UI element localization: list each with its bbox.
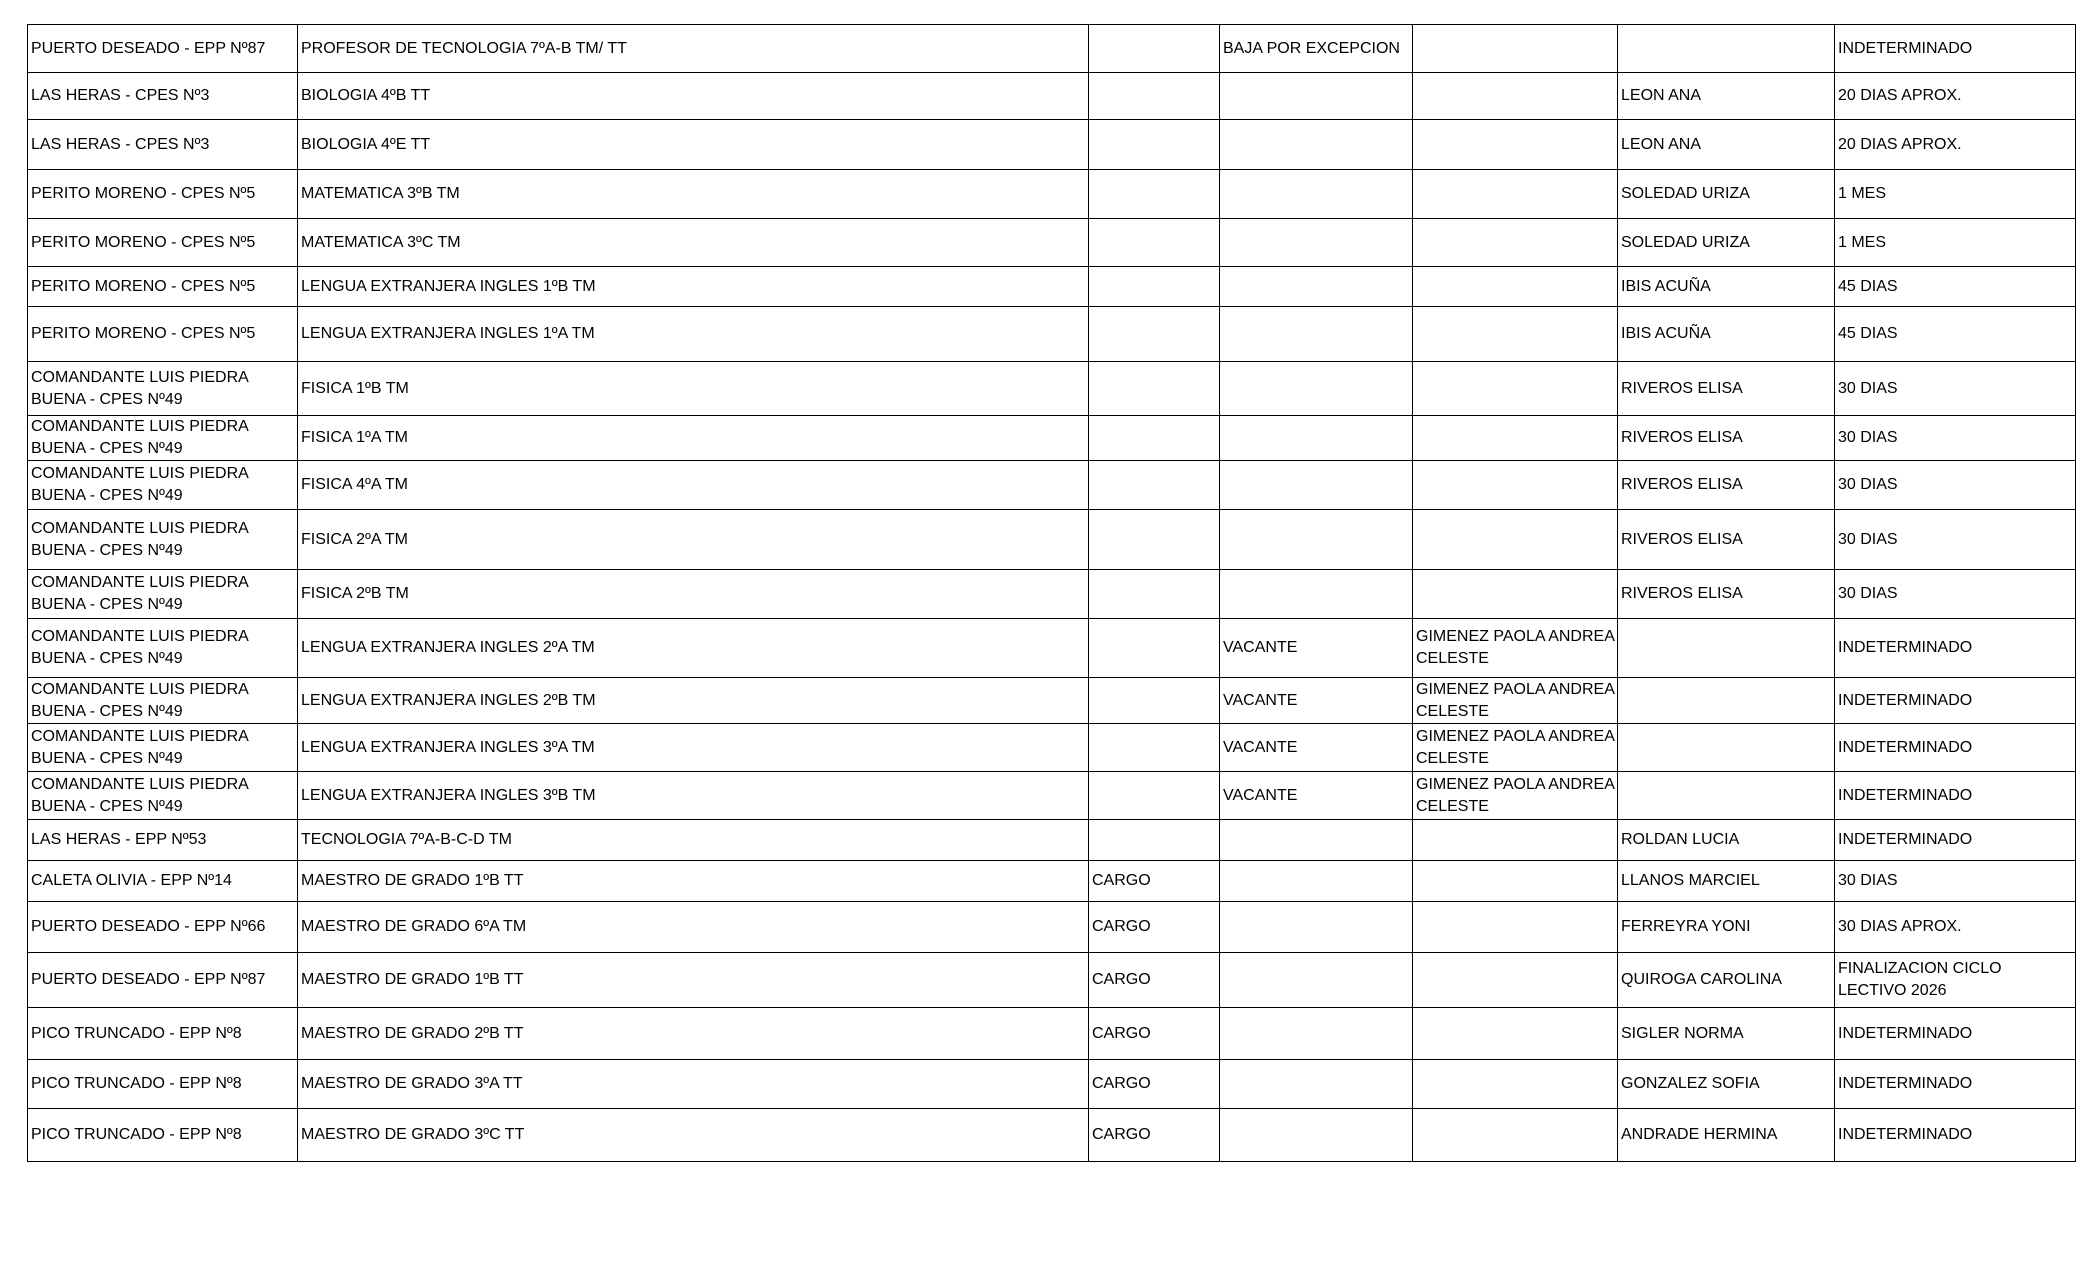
table-cell-duration (1835, 461, 2076, 510)
table-cell-duration (1835, 120, 2076, 170)
cell-text: CARGO (1092, 971, 1151, 988)
table-row (28, 1008, 2076, 1060)
vacancy-table-body (28, 25, 2076, 1162)
cell-text: MAESTRO DE GRADO 3ºC TT (301, 1126, 525, 1143)
table-cell-school (28, 1008, 298, 1060)
table-cell-duration (1835, 267, 2076, 307)
cell-text: RIVEROS ELISA (1621, 476, 1743, 493)
cell-text: COMANDANTE LUIS PIEDRA BUENA - CPES Nº49 (31, 727, 248, 767)
cell-text: VACANTE (1223, 691, 1298, 709)
table-cell-subject (298, 25, 1089, 73)
table-cell-holder (1413, 307, 1618, 362)
table-row (28, 461, 2076, 510)
cell-text: FISICA 4ºA TM (301, 476, 408, 493)
table-cell-subject (298, 1109, 1089, 1162)
cell-text: 30 DIAS (1838, 429, 1898, 446)
cell-text: CARGO (1092, 1024, 1151, 1042)
table-cell-type (1089, 461, 1220, 510)
table-cell-school (28, 1109, 298, 1162)
cell-text: LENGUA EXTRANJERA INGLES 1ºB TM (301, 277, 596, 295)
table-cell-subject (298, 170, 1089, 219)
table-cell-replaced-teacher (1618, 307, 1835, 362)
table-cell-type (1089, 416, 1220, 461)
table-cell-replaced-teacher (1618, 820, 1835, 861)
cell-text: 1 MES (1838, 185, 1887, 202)
table-cell-situation (1220, 902, 1413, 953)
table-cell-replaced-teacher (1618, 570, 1835, 619)
cell-text: FINALIZACION CICLO LECTIVO 2026 (1838, 960, 2002, 999)
cell-text: SOLEDAD URIZA (1621, 185, 1750, 202)
table-cell-type (1089, 678, 1220, 724)
table-cell-holder (1413, 120, 1618, 170)
table-row (28, 570, 2076, 619)
cell-text: PERITO MORENO - CPES Nº5 (31, 325, 256, 342)
cell-text: MAESTRO DE GRADO 1ºB TT (301, 872, 524, 889)
table-cell-holder (1413, 362, 1618, 416)
table-cell-duration (1835, 902, 2076, 953)
cell-text: 30 DIAS APROX. (1838, 918, 1962, 935)
table-cell-duration (1835, 1060, 2076, 1109)
table-cell-replaced-teacher (1618, 461, 1835, 510)
table-cell-replaced-teacher (1618, 219, 1835, 267)
cell-text: VACANTE (1223, 786, 1298, 804)
table-cell-type (1089, 25, 1220, 73)
table-cell-replaced-teacher (1618, 120, 1835, 170)
cell-text: PICO TRUNCADO - EPP Nº8 (31, 1126, 242, 1143)
table-row (28, 267, 2076, 307)
cell-text: 30 DIAS (1838, 530, 1898, 548)
table-cell-subject (298, 861, 1089, 902)
table-cell-type (1089, 1008, 1220, 1060)
table-cell-subject (298, 267, 1089, 307)
table-cell-situation (1220, 120, 1413, 170)
table-cell-holder (1413, 1109, 1618, 1162)
vacancy-table (27, 24, 2076, 1162)
cell-text: SOLEDAD URIZA (1621, 233, 1750, 251)
table-cell-type (1089, 902, 1220, 953)
cell-text: COMANDANTE LUIS PIEDRA BUENA - CPES Nº49 (31, 775, 248, 815)
table-row (28, 820, 2076, 861)
cell-text: LENGUA EXTRANJERA INGLES 1ºA TM (301, 325, 595, 342)
table-cell-replaced-teacher (1618, 724, 1835, 772)
cell-text: MAESTRO DE GRADO 1ºB TT (301, 971, 524, 988)
cell-text: 20 DIAS APROX. (1838, 87, 1962, 104)
table-cell-replaced-teacher (1618, 73, 1835, 120)
table-cell-duration (1835, 219, 2076, 267)
table-cell-type (1089, 1109, 1220, 1162)
table-cell-school (28, 570, 298, 619)
table-cell-duration (1835, 25, 2076, 73)
table-cell-subject (298, 1060, 1089, 1109)
table-cell-type (1089, 570, 1220, 619)
table-cell-school (28, 953, 298, 1008)
cell-text: ANDRADE HERMINA (1621, 1126, 1778, 1143)
table-cell-holder (1413, 861, 1618, 902)
table-cell-school (28, 267, 298, 307)
table-cell-school (28, 619, 298, 678)
table-cell-school (28, 416, 298, 461)
table-cell-subject (298, 1008, 1089, 1060)
cell-text: 30 DIAS (1838, 379, 1898, 397)
cell-text: CARGO (1092, 1126, 1151, 1143)
table-cell-holder (1413, 619, 1618, 678)
table-cell-type (1089, 820, 1220, 861)
table-cell-school (28, 510, 298, 570)
table-cell-duration (1835, 510, 2076, 570)
cell-text: LLANOS MARCIEL (1621, 872, 1760, 889)
cell-text: INDETERMINADO (1838, 39, 1973, 57)
table-cell-replaced-teacher (1618, 953, 1835, 1008)
table-row (28, 861, 2076, 902)
cell-text: COMANDANTE LUIS PIEDRA BUENA - CPES Nº49 (31, 418, 248, 457)
table-cell-holder (1413, 902, 1618, 953)
table-cell-replaced-teacher (1618, 1109, 1835, 1162)
cell-text: FISICA 1ºB TM (301, 379, 409, 397)
table-cell-replaced-teacher (1618, 510, 1835, 570)
cell-text: COMANDANTE LUIS PIEDRA BUENA - CPES Nº49 (31, 368, 248, 408)
cell-text: INDETERMINADO (1838, 1126, 1973, 1143)
cell-text: LAS HERAS - EPP Nº53 (31, 831, 207, 848)
cell-text: GIMENEZ PAOLA ANDREA CELESTE (1416, 680, 1614, 720)
cell-text: FISICA 1ºA TM (301, 429, 408, 446)
table-cell-situation (1220, 953, 1413, 1008)
table-cell-situation (1220, 1008, 1413, 1060)
table-cell-situation (1220, 267, 1413, 307)
table-cell-situation (1220, 619, 1413, 678)
cell-text: QUIROGA CAROLINA (1621, 971, 1782, 988)
table-cell-situation (1220, 73, 1413, 120)
table-cell-duration (1835, 570, 2076, 619)
table-cell-duration (1835, 953, 2076, 1008)
cell-text: COMANDANTE LUIS PIEDRA BUENA - CPES Nº49 (31, 519, 248, 559)
cell-text: LENGUA EXTRANJERA INGLES 3ºA TM (301, 738, 595, 756)
table-cell-duration (1835, 724, 2076, 772)
table-cell-holder (1413, 510, 1618, 570)
cell-text: INDETERMINADO (1838, 1075, 1973, 1092)
cell-text: LENGUA EXTRANJERA INGLES 2ºB TM (301, 691, 596, 709)
table-cell-subject (298, 307, 1089, 362)
cell-text: FERREYRA YONI (1621, 918, 1751, 935)
cell-text: RIVEROS ELISA (1621, 585, 1743, 602)
table-cell-duration (1835, 619, 2076, 678)
table-cell-replaced-teacher (1618, 902, 1835, 953)
table-row (28, 510, 2076, 570)
table-cell-situation (1220, 1060, 1413, 1109)
table-cell-subject (298, 510, 1089, 570)
table-cell-duration (1835, 820, 2076, 861)
table-cell-holder (1413, 416, 1618, 461)
table-cell-duration (1835, 1109, 2076, 1162)
table-cell-holder (1413, 461, 1618, 510)
table-cell-replaced-teacher (1618, 1008, 1835, 1060)
table-cell-situation (1220, 820, 1413, 861)
table-cell-subject (298, 724, 1089, 772)
table-cell-school (28, 219, 298, 267)
cell-text: INDETERMINADO (1838, 786, 1973, 804)
cell-text: GONZALEZ SOFIA (1621, 1075, 1760, 1092)
cell-text: LENGUA EXTRANJERA INGLES 2ºA TM (301, 639, 595, 656)
cell-text: GIMENEZ PAOLA ANDREA CELESTE (1416, 775, 1614, 815)
cell-text: PUERTO DESEADO - EPP Nº66 (31, 918, 266, 935)
table-cell-holder (1413, 724, 1618, 772)
table-cell-replaced-teacher (1618, 25, 1835, 73)
table-cell-replaced-teacher (1618, 362, 1835, 416)
table-cell-duration (1835, 678, 2076, 724)
table-cell-replaced-teacher (1618, 170, 1835, 219)
table-cell-subject (298, 678, 1089, 724)
table-cell-type (1089, 861, 1220, 902)
table-cell-school (28, 772, 298, 820)
cell-text: PROFESOR DE TECNOLOGIA 7ºA-B TM/ TT (301, 39, 627, 57)
table-cell-type (1089, 510, 1220, 570)
cell-text: PICO TRUNCADO - EPP Nº8 (31, 1075, 242, 1092)
table-cell-situation (1220, 510, 1413, 570)
cell-text: 45 DIAS (1838, 277, 1898, 295)
table-cell-subject (298, 619, 1089, 678)
table-cell-duration (1835, 170, 2076, 219)
table-cell-type (1089, 219, 1220, 267)
cell-text: INDETERMINADO (1838, 691, 1973, 709)
cell-text: INDETERMINADO (1838, 1024, 1973, 1042)
table-cell-holder (1413, 1060, 1618, 1109)
cell-text: PUERTO DESEADO - EPP Nº87 (31, 39, 266, 57)
table-cell-situation (1220, 219, 1413, 267)
table-cell-type (1089, 724, 1220, 772)
cell-text: CALETA OLIVIA - EPP Nº14 (31, 872, 232, 889)
cell-text: TECNOLOGIA 7ºA-B-C-D TM (301, 831, 512, 848)
table-cell-holder (1413, 953, 1618, 1008)
cell-text: PERITO MORENO - CPES Nº5 (31, 233, 256, 251)
table-cell-holder (1413, 170, 1618, 219)
table-row (28, 416, 2076, 461)
cell-text: INDETERMINADO (1838, 831, 1973, 848)
table-cell-duration (1835, 1008, 2076, 1060)
table-row (28, 73, 2076, 120)
table-row (28, 1060, 2076, 1109)
cell-text: MAESTRO DE GRADO 2ºB TT (301, 1024, 524, 1042)
cell-text: 30 DIAS (1838, 585, 1898, 602)
table-cell-subject (298, 120, 1089, 170)
table-cell-school (28, 724, 298, 772)
cell-text: VACANTE (1223, 639, 1298, 656)
table-cell-replaced-teacher (1618, 1060, 1835, 1109)
cell-text: LAS HERAS - CPES Nº3 (31, 135, 210, 153)
cell-text: COMANDANTE LUIS PIEDRA BUENA - CPES Nº49 (31, 680, 248, 720)
table-cell-situation (1220, 772, 1413, 820)
table-row (28, 307, 2076, 362)
cell-text: MATEMATICA 3ºC TM (301, 233, 461, 251)
table-cell-situation (1220, 170, 1413, 219)
table-cell-school (28, 25, 298, 73)
cell-text: BAJA POR EXCEPCION (1223, 39, 1400, 57)
cell-text: MAESTRO DE GRADO 3ºA TT (301, 1075, 523, 1092)
table-cell-duration (1835, 362, 2076, 416)
cell-text: FISICA 2ºA TM (301, 530, 408, 548)
table-cell-school (28, 902, 298, 953)
table-cell-duration (1835, 772, 2076, 820)
table-cell-subject (298, 772, 1089, 820)
table-cell-type (1089, 362, 1220, 416)
table-cell-duration (1835, 861, 2076, 902)
table-cell-situation (1220, 570, 1413, 619)
cell-text: INDETERMINADO (1838, 639, 1973, 656)
table-cell-school (28, 678, 298, 724)
cell-text: RIVEROS ELISA (1621, 429, 1743, 446)
table-cell-subject (298, 570, 1089, 619)
table-cell-holder (1413, 219, 1618, 267)
cell-text: 45 DIAS (1838, 325, 1898, 342)
cell-text: PICO TRUNCADO - EPP Nº8 (31, 1024, 242, 1042)
table-row (28, 619, 2076, 678)
table-cell-holder (1413, 772, 1618, 820)
table-cell-replaced-teacher (1618, 678, 1835, 724)
cell-text: 20 DIAS APROX. (1838, 135, 1962, 153)
table-row (28, 953, 2076, 1008)
cell-text: BIOLOGIA 4ºB TT (301, 87, 431, 104)
cell-text: COMANDANTE LUIS PIEDRA BUENA - CPES Nº49 (31, 574, 248, 613)
cell-text: 30 DIAS (1838, 872, 1898, 889)
table-cell-subject (298, 416, 1089, 461)
table-cell-school (28, 120, 298, 170)
table-row (28, 772, 2076, 820)
table-cell-type (1089, 120, 1220, 170)
cell-text: INDETERMINADO (1838, 738, 1973, 756)
cell-text: COMANDANTE LUIS PIEDRA BUENA - CPES Nº49 (31, 465, 248, 504)
table-cell-holder (1413, 820, 1618, 861)
cell-text: IBIS ACUÑA (1621, 277, 1711, 295)
table-cell-situation (1220, 307, 1413, 362)
cell-text: LENGUA EXTRANJERA INGLES 3ºB TM (301, 786, 596, 804)
table-row (28, 678, 2076, 724)
cell-text: PERITO MORENO - CPES Nº5 (31, 185, 256, 202)
cell-text: BIOLOGIA 4ºE TT (301, 135, 431, 153)
table-cell-subject (298, 362, 1089, 416)
table-cell-situation (1220, 362, 1413, 416)
table-cell-school (28, 170, 298, 219)
table-cell-replaced-teacher (1618, 619, 1835, 678)
table-cell-school (28, 73, 298, 120)
table-cell-type (1089, 73, 1220, 120)
table-cell-type (1089, 307, 1220, 362)
cell-text: CARGO (1092, 872, 1151, 889)
cell-text: LAS HERAS - CPES Nº3 (31, 87, 210, 104)
table-row (28, 25, 2076, 73)
table-cell-school (28, 362, 298, 416)
cell-text: ROLDAN LUCIA (1621, 831, 1740, 848)
cell-text: LEON ANA (1621, 135, 1702, 153)
table-cell-situation (1220, 461, 1413, 510)
cell-text: 30 DIAS (1838, 476, 1898, 493)
cell-text: VACANTE (1223, 738, 1298, 756)
table-cell-situation (1220, 416, 1413, 461)
cell-text: CARGO (1092, 1075, 1151, 1092)
table-cell-situation (1220, 861, 1413, 902)
cell-text: PERITO MORENO - CPES Nº5 (31, 277, 256, 295)
table-cell-subject (298, 73, 1089, 120)
table-cell-situation (1220, 724, 1413, 772)
table-cell-duration (1835, 73, 2076, 120)
cell-text: GIMENEZ PAOLA ANDREA CELESTE (1416, 727, 1614, 767)
table-cell-holder (1413, 25, 1618, 73)
cell-text: COMANDANTE LUIS PIEDRA BUENA - CPES Nº49 (31, 628, 248, 667)
table-cell-type (1089, 619, 1220, 678)
table-cell-type (1089, 772, 1220, 820)
table-row (28, 219, 2076, 267)
cell-text: PUERTO DESEADO - EPP Nº87 (31, 971, 266, 988)
cell-text: 1 MES (1838, 233, 1887, 251)
table-cell-subject (298, 902, 1089, 953)
table-cell-type (1089, 953, 1220, 1008)
cell-text: MATEMATICA 3ºB TM (301, 185, 460, 202)
table-row (28, 1109, 2076, 1162)
table-cell-school (28, 861, 298, 902)
table-row (28, 170, 2076, 219)
table-cell-type (1089, 1060, 1220, 1109)
table-cell-school (28, 1060, 298, 1109)
table-cell-duration (1835, 416, 2076, 461)
table-cell-subject (298, 820, 1089, 861)
table-cell-subject (298, 461, 1089, 510)
table-cell-holder (1413, 267, 1618, 307)
table-cell-subject (298, 219, 1089, 267)
table-cell-replaced-teacher (1618, 267, 1835, 307)
table-cell-type (1089, 267, 1220, 307)
table-row (28, 902, 2076, 953)
cell-text: FISICA 2ºB TM (301, 585, 409, 602)
table-cell-school (28, 307, 298, 362)
table-cell-holder (1413, 1008, 1618, 1060)
table-row (28, 120, 2076, 170)
table-cell-situation (1220, 25, 1413, 73)
table-cell-situation (1220, 678, 1413, 724)
table-cell-situation (1220, 1109, 1413, 1162)
table-cell-school (28, 461, 298, 510)
table-cell-replaced-teacher (1618, 861, 1835, 902)
table-row (28, 362, 2076, 416)
cell-text: RIVEROS ELISA (1621, 530, 1743, 548)
cell-text: SIGLER NORMA (1621, 1024, 1744, 1042)
table-cell-type (1089, 170, 1220, 219)
table-cell-subject (298, 953, 1089, 1008)
cell-text: CARGO (1092, 918, 1151, 935)
table-cell-holder (1413, 678, 1618, 724)
table-cell-replaced-teacher (1618, 772, 1835, 820)
cell-text: GIMENEZ PAOLA ANDREA CELESTE (1416, 628, 1614, 667)
table-cell-school (28, 820, 298, 861)
cell-text: IBIS ACUÑA (1621, 325, 1711, 342)
cell-text: RIVEROS ELISA (1621, 379, 1743, 397)
table-row (28, 724, 2076, 772)
table-cell-holder (1413, 570, 1618, 619)
cell-text: MAESTRO DE GRADO 6ºA TM (301, 918, 527, 935)
table-cell-holder (1413, 73, 1618, 120)
table-cell-replaced-teacher (1618, 416, 1835, 461)
table-cell-duration (1835, 307, 2076, 362)
cell-text: LEON ANA (1621, 87, 1702, 104)
